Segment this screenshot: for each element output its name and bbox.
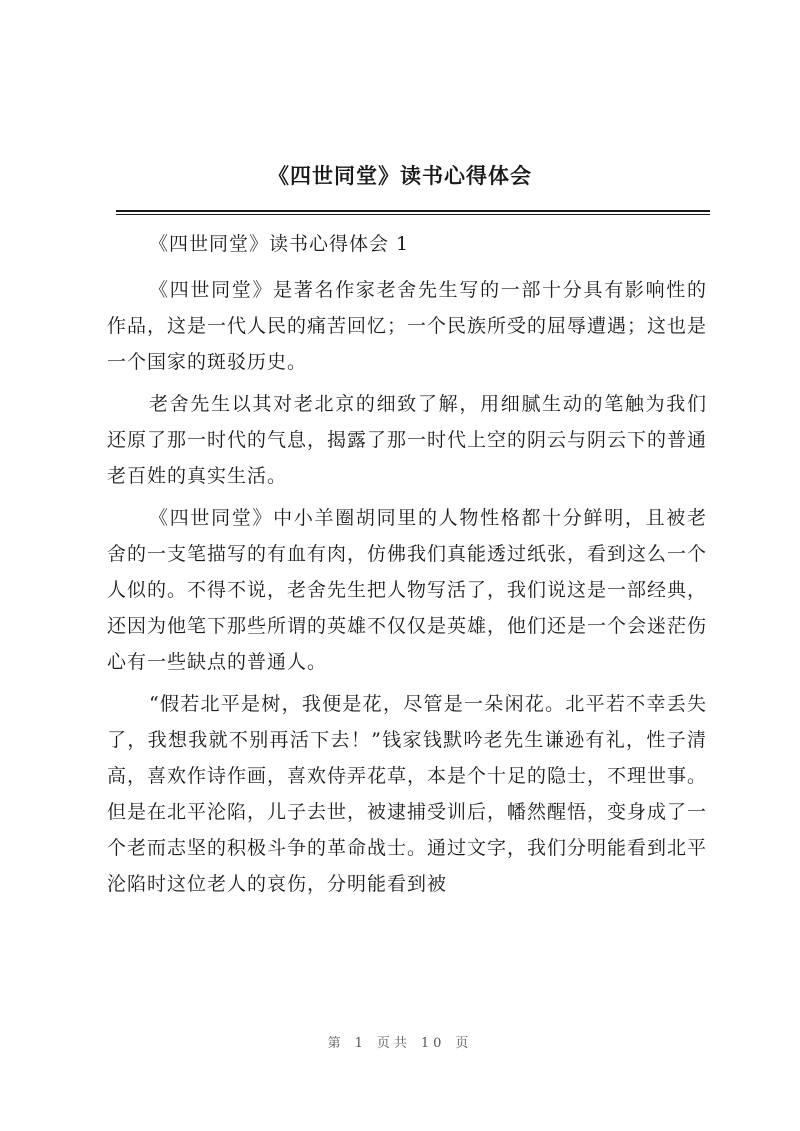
document-body xyxy=(107,226,707,902)
document-title: 《四世同堂》读书心得体会 xyxy=(268,164,532,188)
total-pages-number: 10 xyxy=(420,1036,446,1051)
title-divider xyxy=(116,210,710,212)
paragraph-3: 《四世同堂》中小羊圈胡同里的人物性格都十分鲜明，且被老舍的一支笔描写的有血有肉，仿佛我们真能透过纸张，看到这么一个人似的。不得不说，老舍先生把人物写活了，我们说这是一部经典，还因为他笔下那些所谓的英雄不仅仅是英雄，他们还是一个会迷茫伤心有一些缺点的普通人。 xyxy=(107,507,708,673)
page-label-mid: 页共 xyxy=(376,1036,411,1051)
paragraph-1: 《四世同堂》是著名作家老舍先生写的一部十分具有影响性的作品，这是一代人民的痛苦回忆；一个民族所受的屈辱遭遇；这也是一个国家的斑驳历史。 xyxy=(107,279,708,373)
page-label-suffix: 页 xyxy=(455,1036,473,1051)
paragraph-2: 老舍先生以其对老北京的细致了解，用细腻生动的笔触为我们还原了那一时代的气息，揭露了那一时代上空的阴云与阴云下的普通老百姓的真实生活。 xyxy=(107,393,708,487)
page-label-prefix: 第 xyxy=(327,1036,345,1051)
paragraph-4: “假若北平是树，我便是花，尽管是一朵闲花。北平若不幸丢失了，我想我就不别再活下去！”钱家钱默吟老先生谦逊有礼，性子清高，喜欢作诗作画，喜欢侍弄花草，本是个十足的隐士，不理世事。但是在北平沦陷，儿子去世，被逮捕受训后，幡然醒悟，变身成了一个老而志坚的积极斗争的革命战士。通过文字，我们分明能看到北平沦陷时这位老人的哀伤，分明能看到被 xyxy=(107,693,708,895)
page-footer xyxy=(0,1032,800,1051)
current-page-number: 1 xyxy=(354,1036,367,1051)
section-heading: 《四世同堂》读书心得体会 1 xyxy=(149,233,410,255)
